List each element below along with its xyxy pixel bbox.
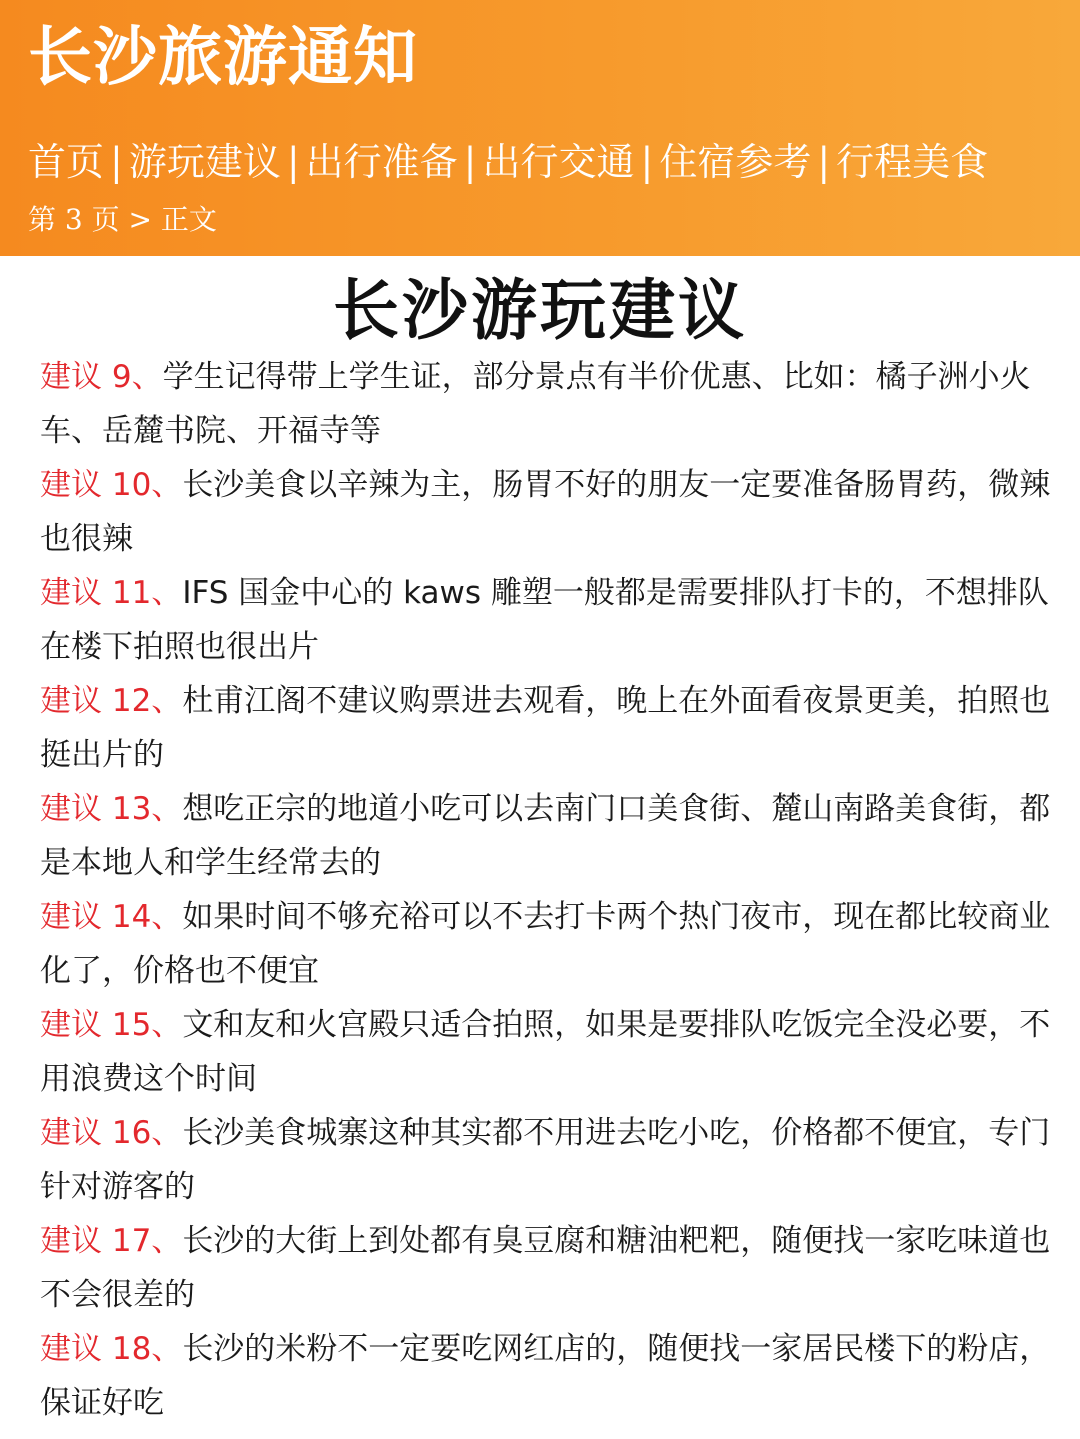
nav-item-lodging[interactable]: 住宿参考 <box>659 140 812 184</box>
nav-item-transport[interactable]: 出行交通 <box>482 140 635 184</box>
tip-text: 长沙的大街上到处都有臭豆腐和糖油粑粑，随便找一家吃味道也不会很差的 <box>40 1223 1051 1313</box>
tip-label: 建议 12、 <box>40 683 183 719</box>
list-item <box>40 998 1062 1106</box>
nav-item-home[interactable]: 首页 <box>28 140 105 184</box>
nav-item-play-tips[interactable]: 游玩建议 <box>128 140 281 184</box>
list-item <box>40 1106 1062 1214</box>
nav-separator: | <box>110 140 123 184</box>
tip-text: 长沙美食城寨这种其实都不用进去吃小吃，价格都不便宜，专门针对游客的 <box>40 1115 1051 1205</box>
list-item <box>40 350 1062 458</box>
nav-item-preparation[interactable]: 出行准备 <box>305 140 458 184</box>
tip-text: 长沙美食以辛辣为主，肠胃不好的朋友一定要准备肠胃药，微辣也很辣 <box>40 467 1051 557</box>
tip-label: 建议 11、 <box>40 575 183 611</box>
tip-label: 建议 16、 <box>40 1115 183 1151</box>
list-item <box>40 1214 1062 1322</box>
tip-text: IFS 国金中心的 kaws 雕塑一般都是需要排队打卡的，不想排队在楼下拍照也很出片 <box>40 575 1049 665</box>
list-item <box>40 782 1062 890</box>
list-item <box>40 458 1062 566</box>
list-item <box>40 1322 1062 1430</box>
nav-separator: | <box>640 140 654 184</box>
tip-text: 文和友和火宫殿只适合拍照，如果是要排队吃饭完全没必要，不用浪费这个时间 <box>40 1007 1051 1097</box>
tip-text: 想吃正宗的地道小吃可以去南门口美食街、麓山南路美食街，都是本地人和学生经常去的 <box>40 791 1051 881</box>
tip-label: 建议 10、 <box>40 467 183 503</box>
nav-separator: | <box>286 140 300 184</box>
list-item <box>40 566 1062 674</box>
tip-text: 长沙的米粉不一定要吃网红店的，随便找一家居民楼下的粉店，保证好吃 <box>40 1331 1051 1421</box>
header-banner <box>0 0 1080 256</box>
tips-list <box>40 350 1062 1430</box>
tip-label: 建议 15、 <box>40 1007 183 1043</box>
tip-label: 建议 17、 <box>40 1223 183 1259</box>
nav-separator: | <box>463 140 477 184</box>
tip-text: 杜甫江阁不建议购票进去观看，晚上在外面看夜景更美，拍照也挺出片的 <box>40 683 1051 773</box>
tip-label: 建议 9、 <box>40 359 163 395</box>
nav-separator: | <box>817 140 831 184</box>
site-title: 长沙旅游通知 <box>28 20 418 95</box>
nav-item-itinerary-food[interactable]: 行程美食 <box>836 140 989 184</box>
tip-text: 如果时间不够充裕可以不去打卡两个热门夜市，现在都比较商业化了，价格也不便宜 <box>40 899 1051 989</box>
tip-label: 建议 18、 <box>40 1331 183 1367</box>
list-item <box>40 674 1062 782</box>
tip-label: 建议 13、 <box>40 791 183 827</box>
tip-label: 建议 14、 <box>40 899 183 935</box>
breadcrumb: 第 3 页 > 正文 <box>28 203 217 236</box>
tip-text: 学生记得带上学生证，部分景点有半价优惠、比如：橘子洲小火车、岳麓书院、开福寺等 <box>40 359 1031 449</box>
nav-bar <box>28 136 1068 188</box>
list-item <box>40 890 1062 998</box>
page-title: 长沙游玩建议 <box>333 271 747 349</box>
